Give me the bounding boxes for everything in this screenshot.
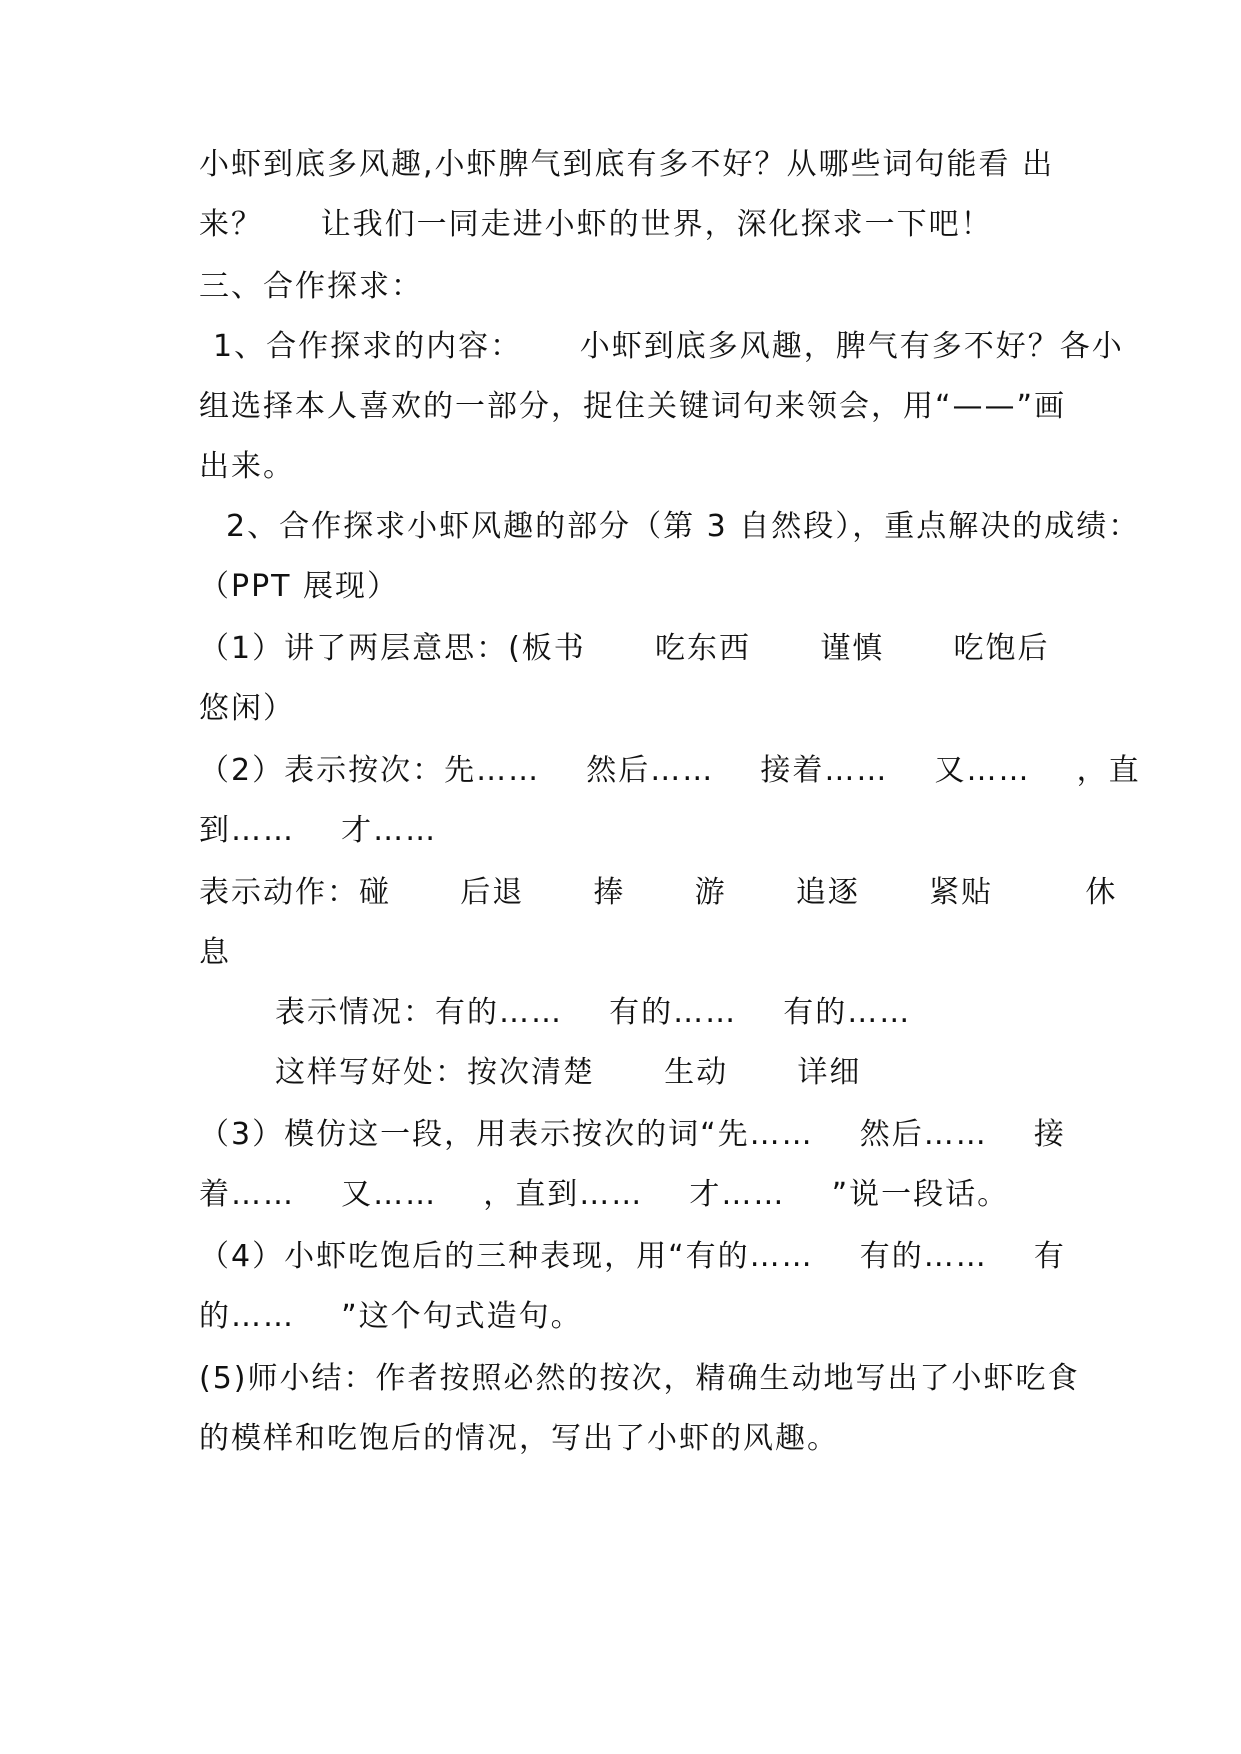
- text-line-19: （4）小虾吃饱后的三种表现，用“有的…… 有的…… 有: [199, 1239, 1066, 1274]
- text-line-12: 到…… 才……: [199, 813, 438, 848]
- text-line-15: 表示情况：有的…… 有的…… 有的……: [275, 995, 912, 1030]
- text-line-4: 1、合作探求的内容： 小虾到底多风趣，脾气有多不好？各小: [213, 329, 1124, 364]
- text-line-20: 的…… ”这个句式造句。: [199, 1299, 583, 1334]
- text-line-11: （2）表示按次：先…… 然后…… 接着…… 又…… ，直: [199, 753, 1141, 788]
- text-line-22: 的模样和吃饱后的情况，写出了小虾的风趣。: [199, 1421, 839, 1456]
- text-line-8: （PPT 展现）: [199, 569, 400, 604]
- text-line-21: (5)师小结：作者按照必然的按次，精确生动地写出了小虾吃食: [199, 1361, 1080, 1396]
- text-line-16: 这样写好处：按次清楚 生动 详细: [275, 1055, 862, 1090]
- text-line-14: 息: [199, 935, 231, 970]
- text-line-9: （1）讲了两层意思：(板书 吃东西 谨慎 吃饱后: [199, 631, 1050, 666]
- text-line-1: 小虾到底多风趣,小虾脾气到底有多不好？从哪些词句能看 出: [199, 147, 1055, 182]
- text-line-2: 来？ 让我们一同走进小虾的世界，深化探求一下吧！: [199, 207, 993, 242]
- text-line-10: 悠闲）: [199, 691, 295, 726]
- text-line-6: 出来。: [199, 449, 295, 484]
- section-heading: 三、合作探求：: [199, 269, 423, 304]
- text-line-7: 2、合作探求小虾风趣的部分（第 3 自然段），重点解决的成绩：: [226, 509, 1141, 544]
- text-line-18: 着…… 又…… ，直到…… 才…… ”说一段话。: [199, 1177, 1010, 1212]
- text-line-5: 组选择本人喜欢的一部分，捉住关键词句来领会，用“——”画: [199, 389, 1067, 424]
- text-line-13: 表示动作：碰 后退 捧 游 追逐 紧贴 休: [199, 875, 1118, 910]
- text-line-17: （3）模仿这一段，用表示按次的词“先…… 然后…… 接: [199, 1117, 1066, 1152]
